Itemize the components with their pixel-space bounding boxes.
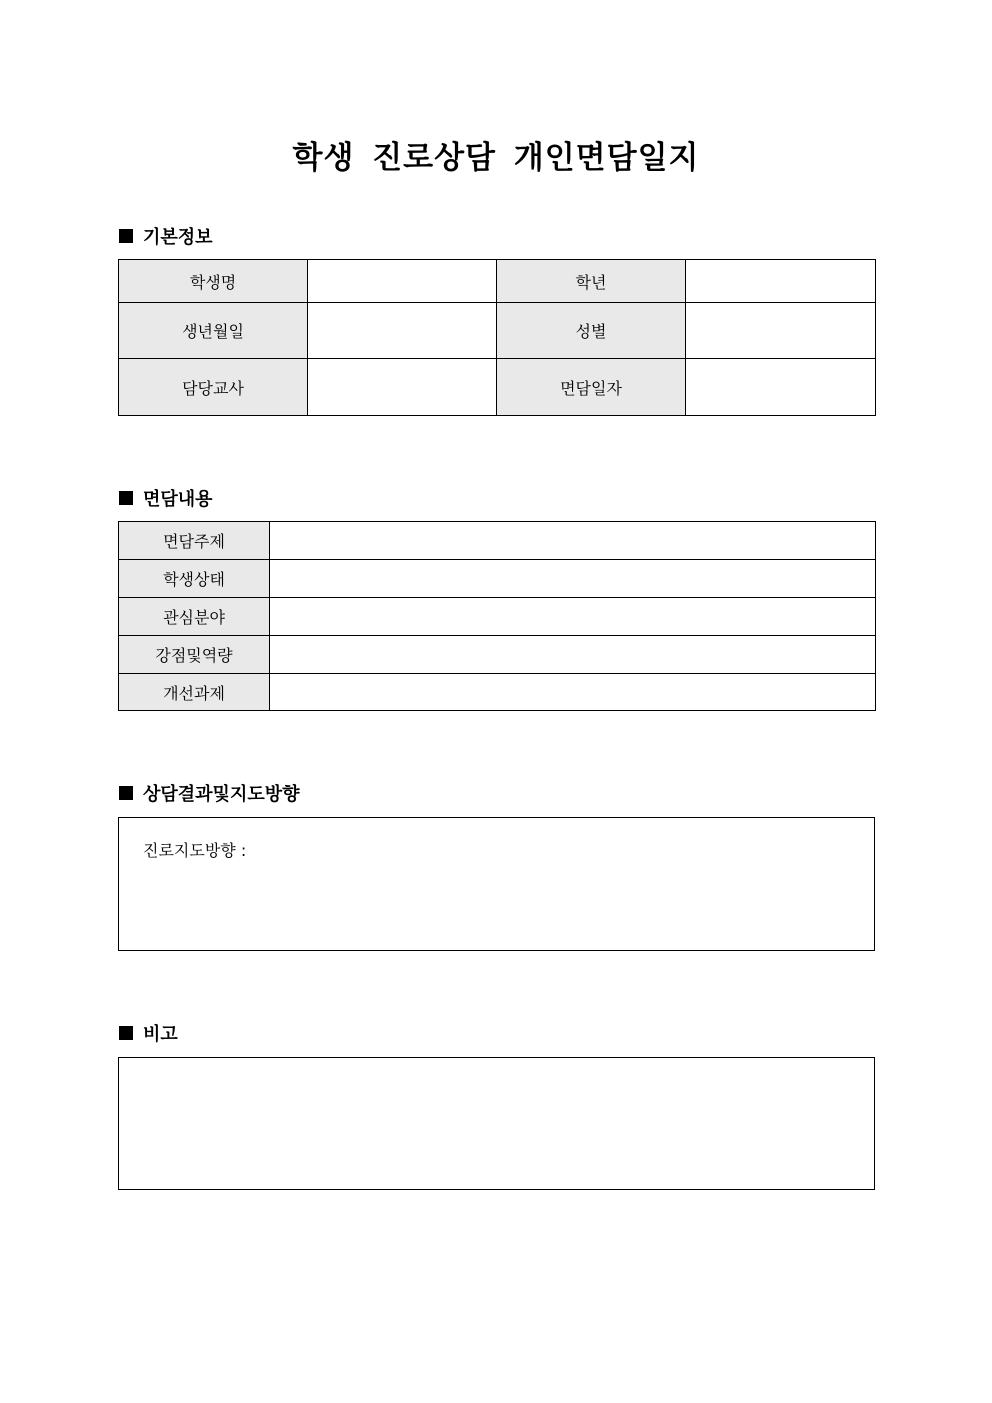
section-title: 상담결과및지도방향 bbox=[143, 784, 300, 805]
birthdate-field[interactable] bbox=[308, 303, 497, 359]
gender-label: 성별 bbox=[497, 303, 686, 359]
basic-info-table bbox=[118, 259, 876, 416]
birthdate-label: 생년월일 bbox=[119, 303, 308, 359]
guidance-textarea[interactable] bbox=[118, 817, 875, 951]
section-title: 비고 bbox=[143, 1024, 178, 1045]
improvement-field[interactable] bbox=[270, 674, 876, 711]
section-title: 기본정보 bbox=[143, 227, 213, 248]
grade-field[interactable] bbox=[686, 260, 876, 303]
interview-date-label: 면담일자 bbox=[497, 359, 686, 416]
student-name-label: 학생명 bbox=[119, 260, 308, 303]
teacher-field[interactable] bbox=[308, 359, 497, 416]
student-status-field[interactable] bbox=[270, 560, 876, 598]
table-row bbox=[119, 359, 876, 416]
topic-field[interactable] bbox=[270, 522, 876, 560]
section-heading-basic-info bbox=[119, 223, 213, 249]
student-name-field[interactable] bbox=[308, 260, 497, 303]
improvement-label: 개선과제 bbox=[119, 674, 270, 711]
square-bullet-icon bbox=[119, 1026, 133, 1040]
table-row bbox=[119, 260, 876, 303]
table-row bbox=[119, 598, 876, 636]
section-heading-result bbox=[119, 780, 300, 806]
gender-field[interactable] bbox=[686, 303, 876, 359]
interest-label: 관심분야 bbox=[119, 598, 270, 636]
table-row bbox=[119, 674, 876, 711]
table-row bbox=[119, 522, 876, 560]
square-bullet-icon bbox=[119, 786, 133, 800]
square-bullet-icon bbox=[119, 229, 133, 243]
topic-label: 면담주제 bbox=[119, 522, 270, 560]
table-row bbox=[119, 560, 876, 598]
table-row bbox=[119, 303, 876, 359]
strengths-field[interactable] bbox=[270, 636, 876, 674]
guidance-prompt: 진로지도방향 : bbox=[143, 841, 247, 860]
section-heading-remarks bbox=[119, 1020, 178, 1046]
interest-field[interactable] bbox=[270, 598, 876, 636]
section-title: 면담내용 bbox=[143, 489, 213, 510]
teacher-label: 담당교사 bbox=[119, 359, 308, 416]
section-heading-interview bbox=[119, 485, 213, 511]
remarks-textarea[interactable] bbox=[118, 1057, 875, 1190]
square-bullet-icon bbox=[119, 491, 133, 505]
grade-label: 학년 bbox=[497, 260, 686, 303]
interview-table bbox=[118, 521, 876, 711]
document-title: 학생 진로상담 개인면담일지 bbox=[292, 140, 700, 176]
interview-date-field[interactable] bbox=[686, 359, 876, 416]
strengths-label: 강점및역량 bbox=[119, 636, 270, 674]
student-status-label: 학생상태 bbox=[119, 560, 270, 598]
table-row bbox=[119, 636, 876, 674]
